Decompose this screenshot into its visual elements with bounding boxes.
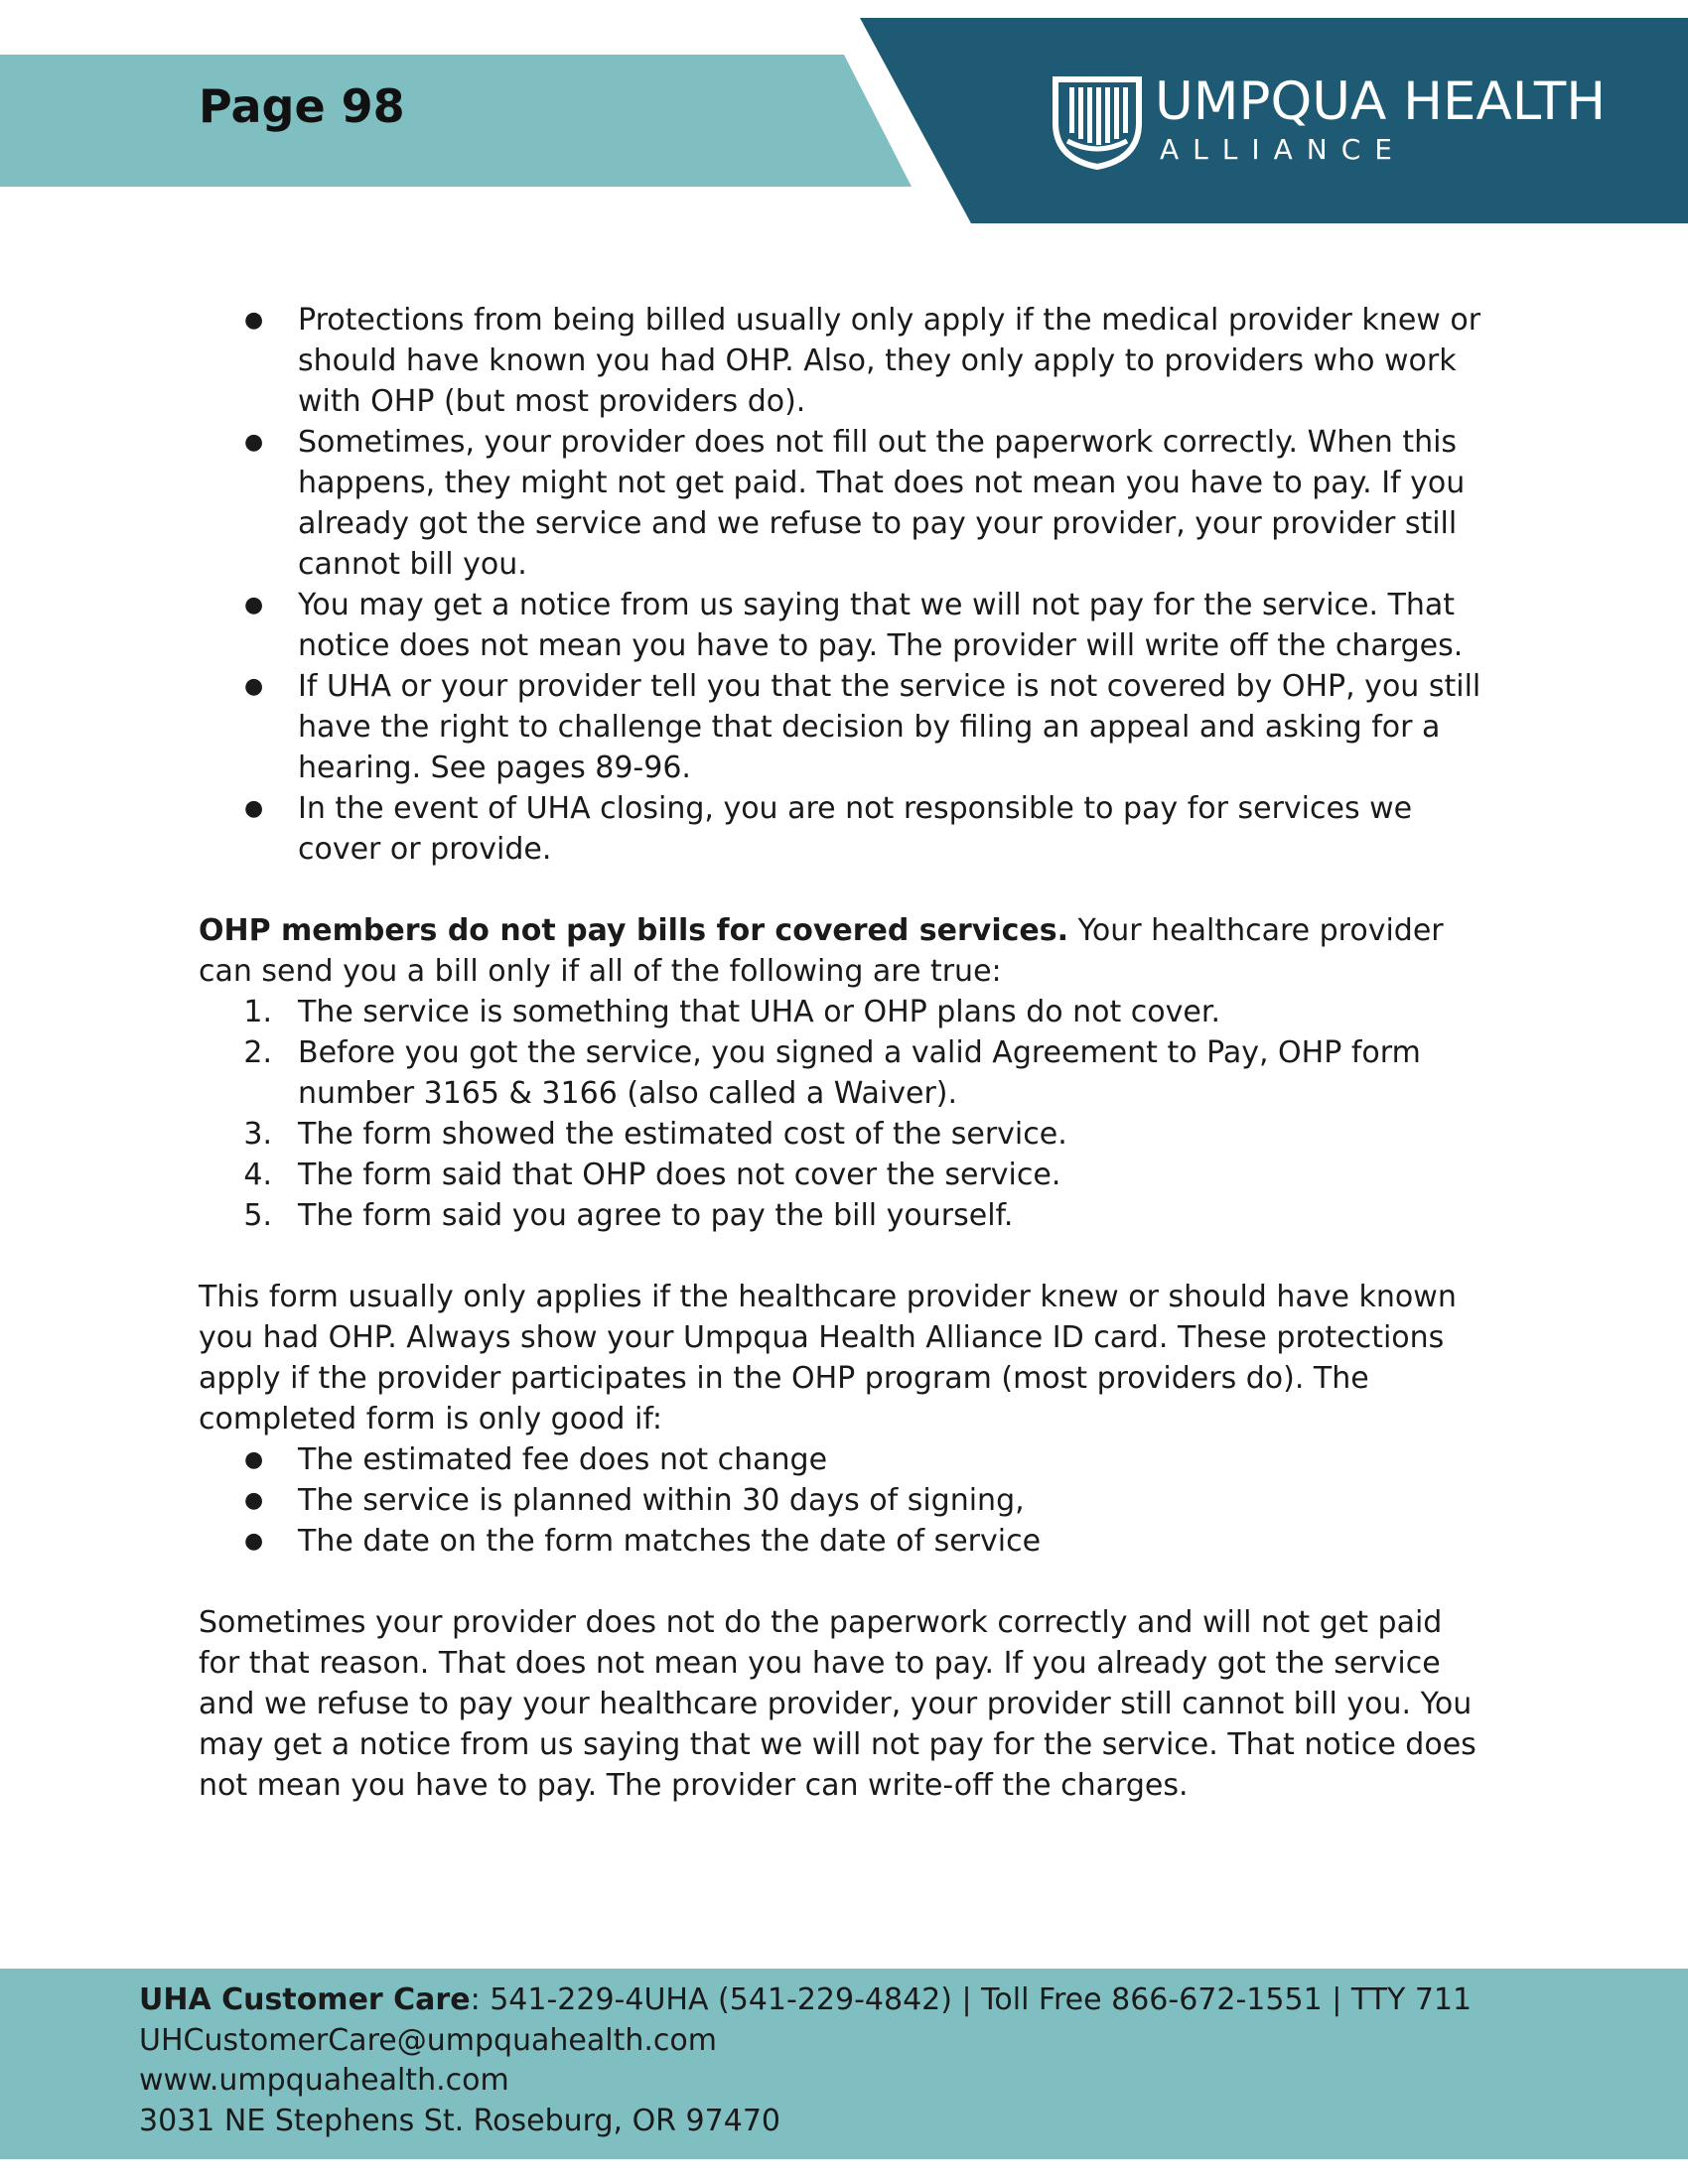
bullet-icon: ● xyxy=(244,1529,264,1554)
customer-care-phones: : 541-229-4UHA (541-229-4842) | Toll Free 866-672-1551 | TTY 711 xyxy=(470,1982,1473,2017)
list-item: 5. The form said you agree to pay the bill yourself. xyxy=(243,1198,1014,1233)
list-item: ● Protections from being billed usually only apply if the medical provider knew or should have known you had OHP. Also, they only apply to providers who work with OHP (but most providers do). xyxy=(199,300,1489,422)
bullet-icon: ● xyxy=(244,1488,264,1513)
bullet-icon: ● xyxy=(244,430,264,455)
bullet-list-protections xyxy=(199,300,1489,870)
page-footer xyxy=(0,1969,1688,2159)
bullet-icon: ● xyxy=(244,674,264,699)
list-item: ● You may get a notice from us saying that we will not pay for the service. That notice does not mean you have to pay. The provider will write off the charges. xyxy=(199,585,1489,666)
customer-care-label: UHA Customer Care xyxy=(139,1982,471,2017)
umpqua-health-logo xyxy=(1048,71,1633,171)
logo-title: UMPQUA HEALTH xyxy=(1155,71,1607,132)
numbered-list-conditions xyxy=(199,992,1489,1236)
list-item: ● The service is planned within 30 days of signing, xyxy=(199,1480,1489,1521)
bullet-icon: ● xyxy=(244,593,264,617)
list-item: ● Sometimes, your provider does not fill out the paperwork correctly. When this happens, they might not get paid. That does not mean you have to pay. If you already got the service and we refuse to pay your provider, your provider still cannot bill you. xyxy=(199,422,1489,585)
customer-care-line xyxy=(139,1980,1472,2021)
bullet-icon: ● xyxy=(244,796,264,821)
list-item: 1. The service is something that UHA or OHP plans do not cover. xyxy=(243,995,1220,1029)
contact-website[interactable]: www.umpquahealth.com xyxy=(139,2063,509,2098)
logo-subtitle: ALLIANCE xyxy=(1160,133,1406,166)
page-header xyxy=(0,0,1688,228)
paperwork-paragraph: Sometimes your provider does not do the paperwork correctly and will not get paid for that reason. That does not mean you have to pay. If you already got the service and we refuse to pay your healthcare provider, your provider still cannot bill you. You may get a notice from us saying that we will not pay for the service. That notice does not mean you have to pay. The provider can write-off the charges. xyxy=(199,1605,1477,1803)
list-item: 3. The form showed the estimated cost of the service. xyxy=(243,1117,1067,1152)
bold-lead: OHP members do not pay bills for covered services. xyxy=(199,913,1069,948)
header-light-band xyxy=(0,55,912,187)
list-item: ● If UHA or your provider tell you that the service is not covered by OHP, you still have the right to challenge that decision by filing an appeal and asking for a hearing. See pages 89-96. xyxy=(199,666,1489,788)
list-item: 2. Before you got the service, you signed a valid Agreement to Pay, OHP form number 3165 & 3166 (also called a Waiver). xyxy=(243,1035,1421,1111)
waiver-form-paragraph: This form usually only applies if the healthcare provider knew or should have known you had OHP. Always show your Umpqua Health Alliance ID card. These protections apply if the provider participates in the OHP program (most providers do). The completed form is only good if: xyxy=(199,1280,1457,1436)
list-item: ● The date on the form matches the date of service xyxy=(199,1521,1489,1562)
bullet-icon: ● xyxy=(244,308,264,333)
list-item: ● The estimated fee does not change xyxy=(199,1439,1489,1480)
list-item: 4. The form said that OHP does not cover the service. xyxy=(243,1158,1061,1192)
list-item: ● In the event of UHA closing, you are not responsible to pay for services we cover or provide. xyxy=(199,788,1489,870)
bullet-icon: ● xyxy=(244,1447,264,1472)
contact-info xyxy=(139,1980,1472,2141)
main-content xyxy=(199,300,1489,1806)
contact-address: 3031 NE Stephens St. Roseburg, OR 97470 xyxy=(139,2103,780,2138)
contact-email[interactable]: UHCustomerCare@umpquahealth.com xyxy=(139,2022,717,2058)
shield-logo-icon xyxy=(1048,71,1147,171)
covered-services-paragraph: OHP members do not pay bills for covered services. Your healthcare provider can send you a bill only if all of the following are true: xyxy=(199,913,1444,989)
page-number: Page 98 xyxy=(199,79,405,133)
bullet-list-form-conditions xyxy=(199,1439,1489,1562)
